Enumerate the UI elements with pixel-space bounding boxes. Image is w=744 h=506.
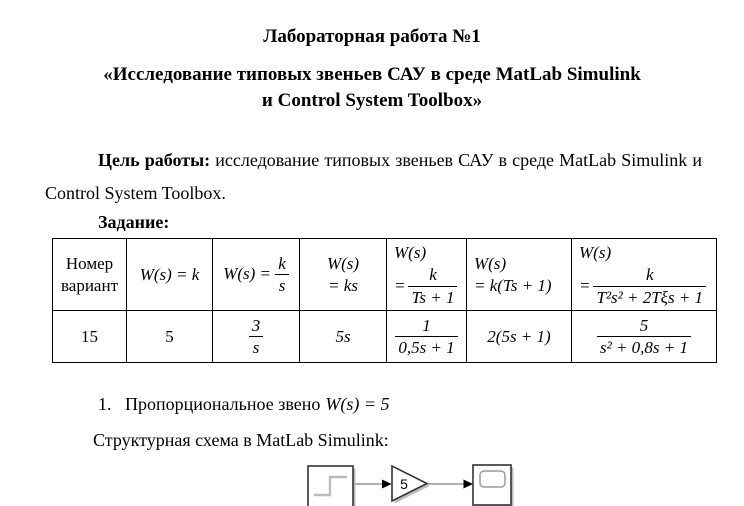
formula-eq-row: = $\frac{k}{\text{T²s² + 2Tξs + 1}}$ [579, 265, 712, 307]
simulink-diagram [0, 454, 744, 506]
fraction-1-over-05s1: $\frac{1}{0,5s + 1}$ [395, 316, 457, 358]
header-cell-variant-number [53, 239, 127, 311]
cell-first-order-lead-value: 2(5s + 1) [467, 311, 572, 363]
fraction-5-over-s2: $\frac{5}{\text{s² + 0,8s + 1}}$ [597, 316, 691, 358]
numbered-item-1 [98, 393, 744, 415]
formula-ks-line2: = ks [328, 275, 358, 295]
variants-table [52, 238, 717, 363]
fraction-3-over-s: $\frac{3}{s}$ [249, 316, 264, 358]
gain-block-label: 5 [400, 476, 408, 493]
table-data-row [53, 311, 717, 363]
fraction-second-order: $\frac{k}{\text{T²s² + 2Tξs + 1}}$ [593, 265, 706, 307]
fraction-k-over-ts1: $\frac{k}{Ts + 1}$ [408, 265, 457, 307]
formula-w-line1: W(s) [326, 253, 360, 273]
cell-second-order-value [572, 311, 717, 363]
table-header-row [53, 239, 717, 311]
header-variant-line2: вариант [60, 275, 119, 295]
header-cell-first-order-lag [387, 239, 467, 311]
goal-label: Цель работы: [98, 150, 211, 170]
page-subtitle [0, 62, 744, 114]
item-formula: W(s) = 5 [325, 394, 390, 415]
scheme-caption: Структурная схема в MatLab Simulink: [93, 430, 389, 451]
formula-eq-row: = $\frac{k}{Ts + 1}$ [394, 265, 462, 307]
goal-paragraph [45, 144, 702, 210]
header-cell-proportional [127, 239, 213, 311]
task-label: Задание: [98, 212, 170, 232]
cell-variant-value: 15 [53, 311, 127, 363]
header-cell-integrating [213, 239, 300, 311]
cell-first-order-lag-value [387, 311, 467, 363]
item-text: Пропорциональное звено [125, 394, 321, 415]
page-subtitle-line2: и Control System Toolbox» [261, 90, 483, 111]
cell-proportional-value: 5 [127, 311, 213, 363]
cell-integrating-value [213, 311, 300, 363]
goal-text: исследование типовых звеньев САУ в среде MatLab Simulink и Control System Toolbox. [45, 150, 703, 203]
fraction-k-over-s: $\frac{k}{s}$ [275, 254, 289, 296]
header-cell-first-order-lead [467, 239, 572, 311]
header-cell-second-order [572, 239, 717, 311]
formula-w-line1: W(s) [474, 253, 507, 273]
formula-w-equals-k: W(s) = k [139, 264, 200, 284]
formula-w-prefix: W(s) = [223, 263, 272, 283]
page-title: Лабораторная работа №1 [263, 26, 481, 47]
formula-kts1-line2: = k(Ts + 1) [474, 275, 552, 295]
header-variant-line1: Номер [65, 253, 114, 273]
arrowhead-into-gain [382, 480, 392, 489]
formula-w-line1: W(s) [579, 243, 612, 262]
cell-differentiating-value: 5s [300, 311, 387, 363]
item-number: 1. [98, 394, 112, 415]
arrowhead-into-scope [464, 480, 474, 489]
header-cell-differentiating [300, 239, 387, 311]
formula-w-line1: W(s) [394, 243, 427, 262]
page-subtitle-line1: «Исследование типовых звеньев САУ в среде MatLab Simulink [103, 64, 641, 85]
